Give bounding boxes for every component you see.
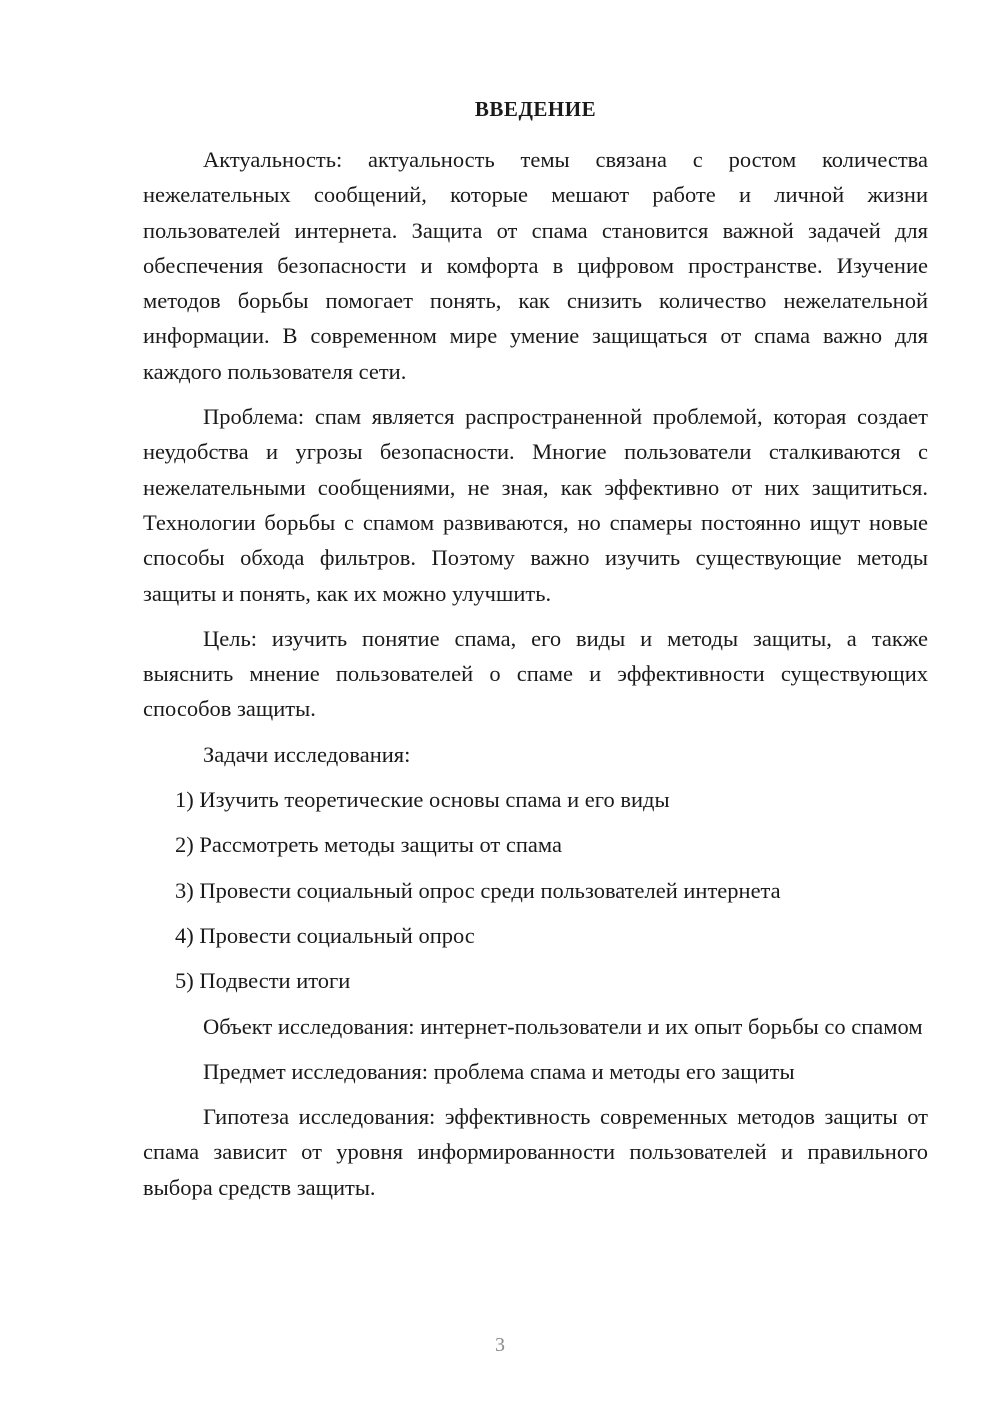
object-paragraph: Объект исследования: интернет-пользователи и их опыт борьбы со спамом (203, 1013, 923, 1039)
task-item-1: 1) Изучить теоретические основы спама и его виды (175, 787, 670, 813)
tasks-heading: Задачи исследования: (203, 741, 411, 767)
task-item-2: 2) Рассмотреть методы защиты от спама (175, 832, 562, 858)
goal-paragraph: Цель: изучить понятие спама, его виды и методы защиты, а также выяснить мнение пользователей о спаме и эффективности существующих способов защиты. (143, 625, 928, 722)
document-body (143, 142, 928, 1215)
task-item-4: 4) Провести социальный опрос (175, 922, 475, 948)
task-item-3: 3) Провести социальный опрос среди пользователей интернета (175, 877, 781, 903)
problem-paragraph: Проблема: спам является распространенной проблемой, которая создает неудобства и угрозы безопасности. Многие пользователи сталкиваются с нежелательными сообщениями, не зная, как эффективно от них защититься. Технологии борьбы с спамом развиваются, но спамеры постоянно ищут новые способы обхода фильтров. Поэтому важно изучить существующие методы защиты и понять, как их можно улучшить. (143, 404, 928, 606)
hypothesis-paragraph: Гипотеза исследования: эффективность современных методов защиты от спама зависит от уровня информированности пользователей и правильного выбора средств защиты. (143, 1104, 928, 1200)
subject-paragraph: Предмет исследования: проблема спама и методы его защиты (203, 1058, 795, 1084)
relevance-paragraph: Актуальность: актуальность темы связана с ростом количества нежелательных сообщений, которые мешают работе и личной жизни пользователей интернета. Защита от спама становится важной задачей для обеспечения безопасности и комфорта в цифровом пространстве. Изучение методов борьбы помогает понять, как снизить количество нежелательной информации. В современном мире умение защищаться от спама важно для каждого пользователя сети. (143, 147, 928, 384)
tasks-list (143, 782, 928, 998)
page-title: ВВЕДЕНИЕ (474, 97, 597, 121)
page-number: 3 (495, 1334, 505, 1356)
task-item-5: 5) Подвести итоги (175, 968, 351, 994)
